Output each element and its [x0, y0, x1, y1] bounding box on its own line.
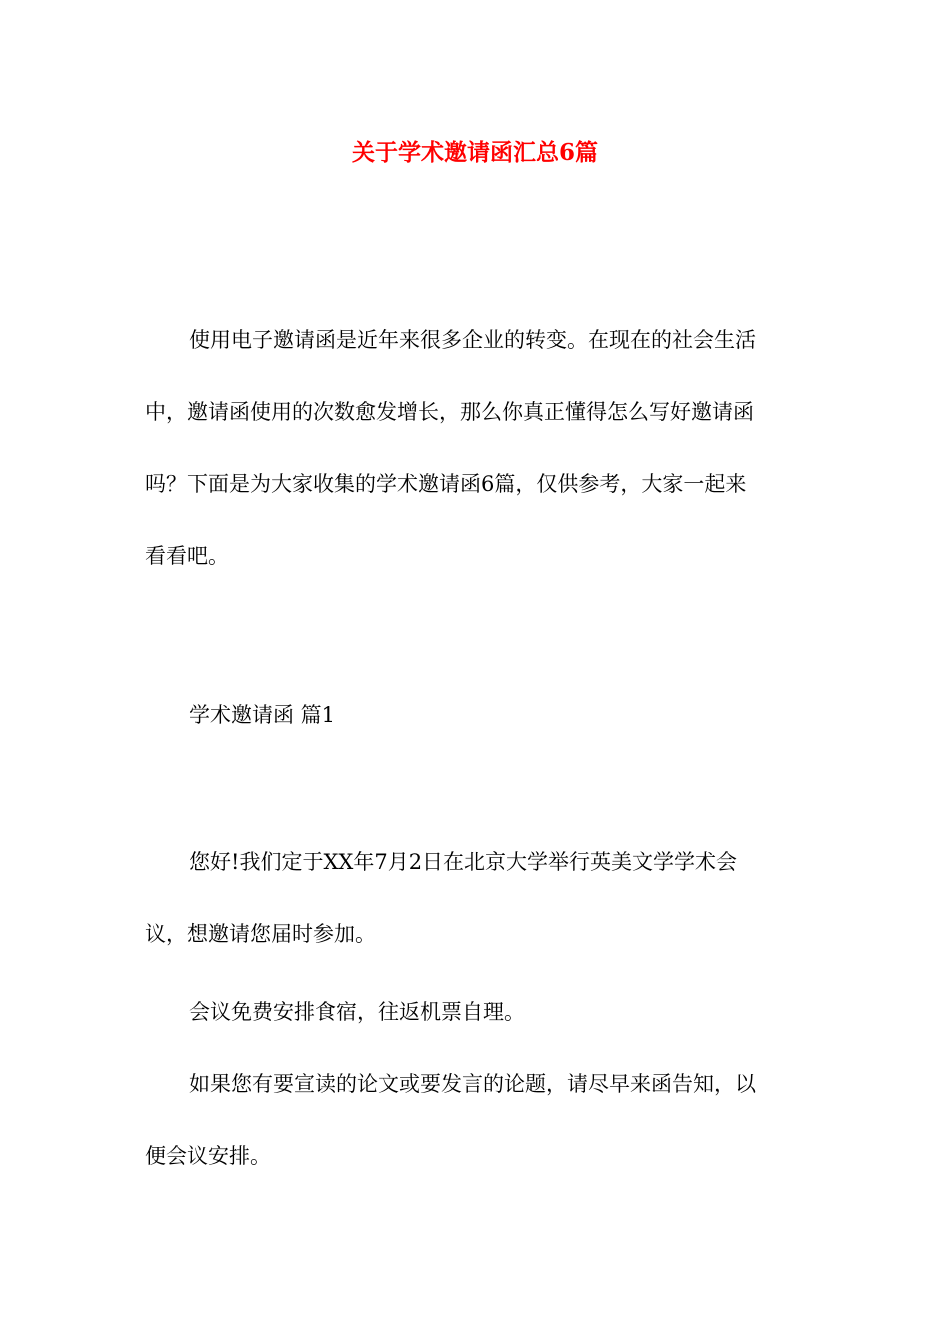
section-heading-block — [145, 679, 805, 751]
letter-paragraph-3 — [145, 1048, 805, 1192]
section-heading: 学术邀请函 篇1 — [189, 703, 336, 727]
letter-line: 如果您有要宣读的论文或要发言的论题，请尽早来函告知，以 — [189, 1072, 756, 1096]
intro-paragraph — [145, 304, 805, 592]
letter-line: 便会议安排。 — [145, 1144, 271, 1168]
letter-paragraph-2 — [145, 976, 805, 1048]
letter-paragraph-1 — [145, 826, 805, 970]
intro-line: 吗？下面是为大家收集的学术邀请函6篇，仅供参考，大家一起来 — [145, 472, 747, 496]
intro-line: 使用电子邀请函是近年来很多企业的转变。在现在的社会生活 — [189, 328, 756, 352]
intro-line: 看看吧。 — [145, 544, 229, 568]
letter-line: 您好!我们定于XX年7月2日在北京大学举行英美文学学术会 — [189, 850, 738, 874]
document-title: 关于学术邀请函汇总6篇 — [351, 139, 598, 166]
intro-line: 中，邀请函使用的次数愈发增长，那么你真正懂得怎么写好邀请函 — [145, 400, 754, 424]
letter-line: 议，想邀请您届时参加。 — [145, 922, 376, 946]
letter-line: 会议免费安排食宿，往返机票自理。 — [189, 1000, 525, 1024]
